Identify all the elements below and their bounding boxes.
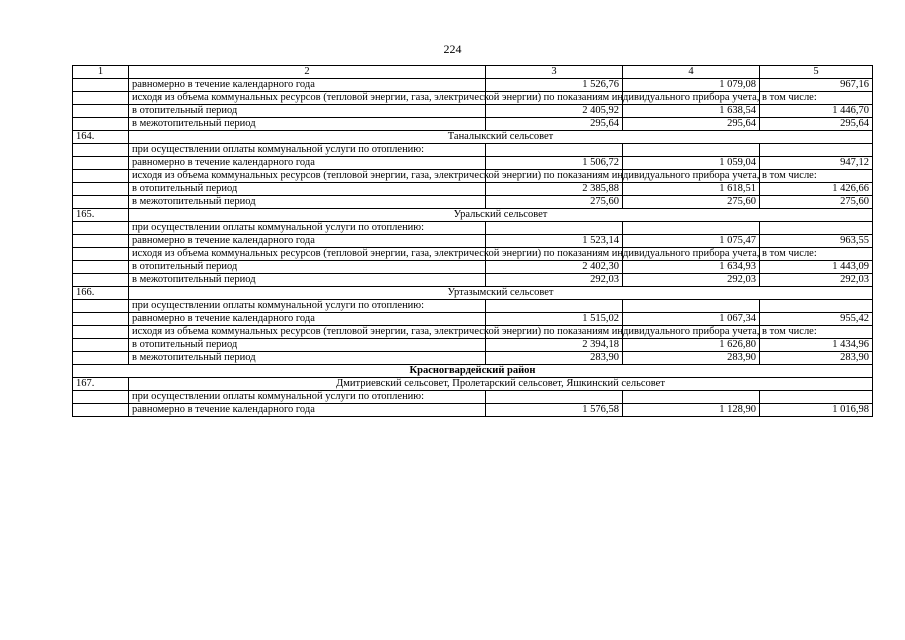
row-label: при осуществлении оплаты коммунальной услуги по отоплению: <box>129 391 486 404</box>
empty-cell <box>760 144 873 157</box>
row-number <box>73 391 129 404</box>
table-header-row <box>73 66 873 79</box>
value-col3: 2 394,18 <box>486 339 623 352</box>
table-row <box>73 196 873 209</box>
empty-cell <box>486 222 623 235</box>
table-row <box>73 248 873 261</box>
value-col3: 1 523,14 <box>486 235 623 248</box>
row-number <box>73 326 129 339</box>
value-col4: 1 059,04 <box>623 157 760 170</box>
row-number: 167. <box>73 378 129 391</box>
table-row <box>73 261 873 274</box>
row-label: равномерно в течение календарного года <box>129 157 486 170</box>
row-label: равномерно в течение календарного года <box>129 404 486 417</box>
value-col4: 1 634,93 <box>623 261 760 274</box>
empty-cell <box>623 300 760 313</box>
table-row <box>73 118 873 131</box>
table-row <box>73 170 873 183</box>
table-row <box>73 235 873 248</box>
row-label: в межотопительный период <box>129 274 486 287</box>
column-header: 2 <box>129 66 486 79</box>
row-label: при осуществлении оплаты коммунальной услуги по отоплению: <box>129 300 486 313</box>
value-col4: 1 128,90 <box>623 404 760 417</box>
value-col3: 2 402,30 <box>486 261 623 274</box>
row-number <box>73 183 129 196</box>
region-row <box>73 365 873 378</box>
row-label: в межотопительный период <box>129 352 486 365</box>
row-label: при осуществлении оплаты коммунальной услуги по отоплению: <box>129 222 486 235</box>
row-number <box>73 313 129 326</box>
table-row <box>73 404 873 417</box>
value-col3: 1 506,72 <box>486 157 623 170</box>
value-col5: 963,55 <box>760 235 873 248</box>
empty-cell <box>623 222 760 235</box>
row-number: 166. <box>73 287 129 300</box>
row-number <box>73 196 129 209</box>
empty-cell <box>486 144 623 157</box>
value-col4: 283,90 <box>623 352 760 365</box>
value-col3: 2 385,88 <box>486 183 623 196</box>
table-row <box>73 144 873 157</box>
row-number <box>73 248 129 261</box>
row-label: в отопительный период <box>129 183 486 196</box>
empty-cell <box>486 391 623 404</box>
section-row <box>73 131 873 144</box>
table-row <box>73 313 873 326</box>
empty-cell <box>760 391 873 404</box>
value-col4: 1 067,34 <box>623 313 760 326</box>
value-col3: 2 405,92 <box>486 105 623 118</box>
table-row <box>73 326 873 339</box>
row-label: исходя из объема коммунальных ресурсов (тепловой энергии, газа, электрической энергии) по показаниям индивидуального прибора учета, в том числе: <box>129 248 486 261</box>
value-col4: 1 079,08 <box>623 79 760 92</box>
row-label: в отопительный период <box>129 261 486 274</box>
value-col3: 1 526,76 <box>486 79 623 92</box>
table-row <box>73 105 873 118</box>
row-number <box>73 352 129 365</box>
column-header: 4 <box>623 66 760 79</box>
row-label: исходя из объема коммунальных ресурсов (тепловой энергии, газа, электрической энергии) по показаниям индивидуального прибора учета, в том числе: <box>129 326 486 339</box>
row-number <box>73 157 129 170</box>
row-number <box>73 222 129 235</box>
empty-cell <box>623 391 760 404</box>
value-col5: 275,60 <box>760 196 873 209</box>
row-label: равномерно в течение календарного года <box>129 235 486 248</box>
row-number <box>73 261 129 274</box>
row-number <box>73 339 129 352</box>
table-row <box>73 339 873 352</box>
row-number <box>73 105 129 118</box>
value-col4: 292,03 <box>623 274 760 287</box>
value-col4: 1 618,51 <box>623 183 760 196</box>
value-col5: 295,64 <box>760 118 873 131</box>
region-title: Красногвардейский район <box>73 365 873 378</box>
row-number: 164. <box>73 131 129 144</box>
tariff-table <box>72 65 873 417</box>
row-number <box>73 170 129 183</box>
column-header: 1 <box>73 66 129 79</box>
value-col3: 283,90 <box>486 352 623 365</box>
table-row <box>73 274 873 287</box>
value-col5: 1 016,98 <box>760 404 873 417</box>
empty-cell <box>486 300 623 313</box>
section-title: Уральский сельсовет <box>129 209 873 222</box>
value-col3: 1 515,02 <box>486 313 623 326</box>
section-row <box>73 287 873 300</box>
value-col5: 292,03 <box>760 274 873 287</box>
row-number <box>73 92 129 105</box>
page-number: 224 <box>443 42 462 56</box>
value-col4: 1 638,54 <box>623 105 760 118</box>
row-label: исходя из объема коммунальных ресурсов (тепловой энергии, газа, электрической энергии) по показаниям индивидуального прибора учета, в том числе: <box>129 92 486 105</box>
row-label: при осуществлении оплаты коммунальной услуги по отоплению: <box>129 144 486 157</box>
section-title: Уртазымский сельсовет <box>129 287 873 300</box>
value-col5: 1 426,66 <box>760 183 873 196</box>
row-label: в межотопительный период <box>129 118 486 131</box>
value-col3: 295,64 <box>486 118 623 131</box>
row-number <box>73 118 129 131</box>
value-col5: 283,90 <box>760 352 873 365</box>
section-row <box>73 378 873 391</box>
row-number <box>73 79 129 92</box>
value-col4: 1 075,47 <box>623 235 760 248</box>
value-col4: 1 626,80 <box>623 339 760 352</box>
value-col3: 275,60 <box>486 196 623 209</box>
table-row <box>73 300 873 313</box>
table-row <box>73 391 873 404</box>
table-row <box>73 352 873 365</box>
section-row <box>73 209 873 222</box>
value-col5: 1 434,96 <box>760 339 873 352</box>
column-header: 3 <box>486 66 623 79</box>
row-number <box>73 274 129 287</box>
row-label: в межотопительный период <box>129 196 486 209</box>
row-number: 165. <box>73 209 129 222</box>
value-col5: 967,16 <box>760 79 873 92</box>
row-label: равномерно в течение календарного года <box>129 313 486 326</box>
value-col3: 292,03 <box>486 274 623 287</box>
row-number <box>73 235 129 248</box>
empty-cell <box>623 144 760 157</box>
table-row <box>73 79 873 92</box>
section-title: Дмитриевский сельсовет, Пролетарский сельсовет, Яшкинский сельсовет <box>129 378 873 391</box>
row-number <box>73 144 129 157</box>
value-col5: 1 446,70 <box>760 105 873 118</box>
value-col5: 947,12 <box>760 157 873 170</box>
row-label: в отопительный период <box>129 339 486 352</box>
value-col4: 275,60 <box>623 196 760 209</box>
row-number <box>73 300 129 313</box>
value-col3: 1 576,58 <box>486 404 623 417</box>
value-col4: 295,64 <box>623 118 760 131</box>
value-col5: 1 443,09 <box>760 261 873 274</box>
row-label: исходя из объема коммунальных ресурсов (тепловой энергии, газа, электрической энергии) по показаниям индивидуального прибора учета, в том числе: <box>129 170 486 183</box>
empty-cell <box>760 300 873 313</box>
table-row <box>73 92 873 105</box>
row-label: равномерно в течение календарного года <box>129 79 486 92</box>
value-col5: 955,42 <box>760 313 873 326</box>
empty-cell <box>760 222 873 235</box>
table-row <box>73 157 873 170</box>
table-row <box>73 183 873 196</box>
section-title: Таналыкский сельсовет <box>129 131 873 144</box>
column-header: 5 <box>760 66 873 79</box>
row-number <box>73 404 129 417</box>
row-label: в отопительный период <box>129 105 486 118</box>
table-row <box>73 222 873 235</box>
